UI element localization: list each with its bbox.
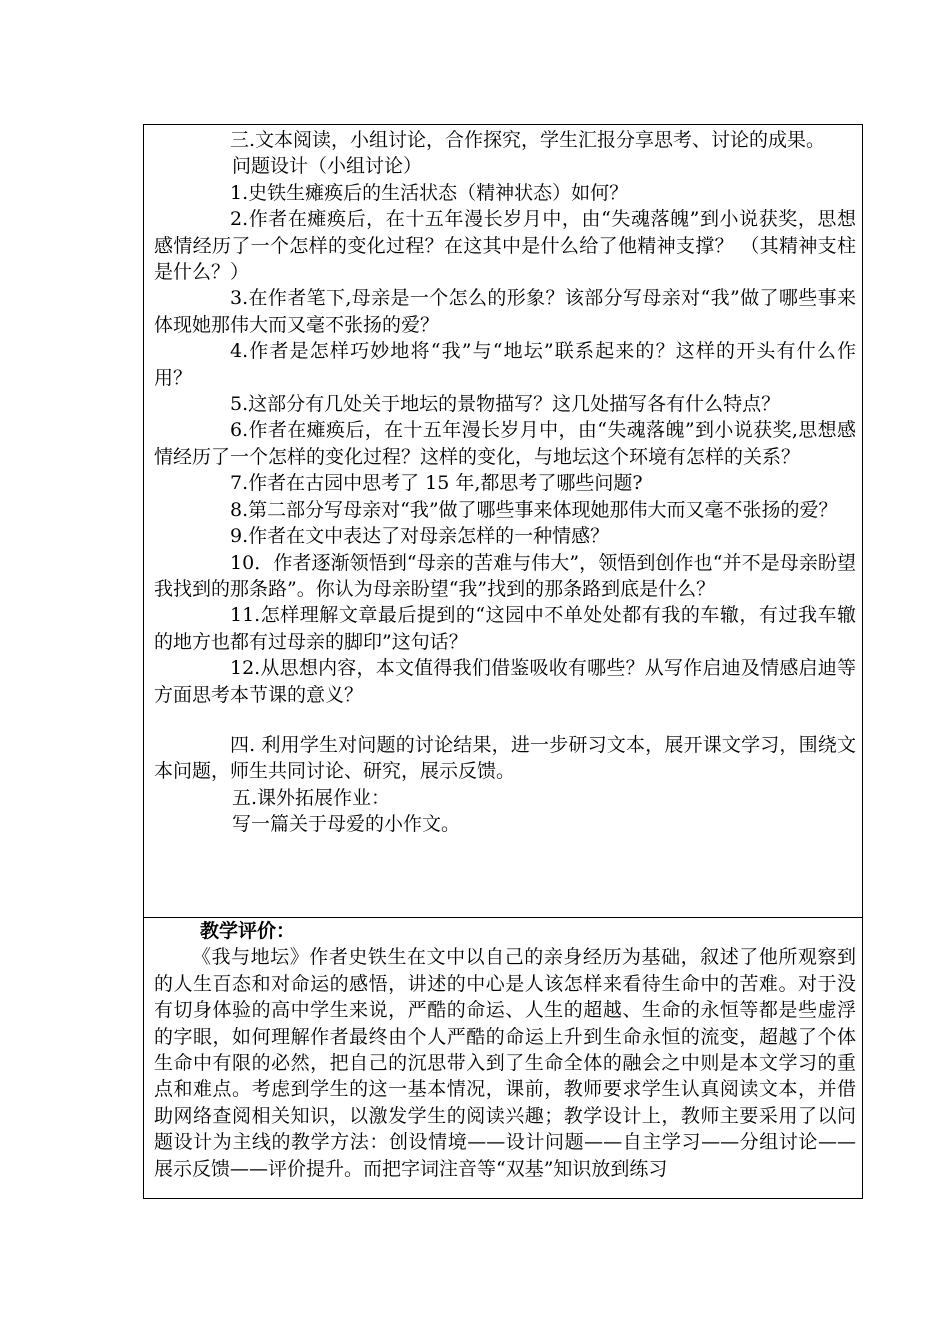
homework-text: 写一篇关于母爱的小作文。 xyxy=(232,813,461,836)
question-10: 10．作者逐渐领悟到“母亲的苦难与伟大”，领悟到创作也“并不是母亲盼望我找到的那条路”。你认为母亲盼望“我”找到的那条路到底是什么？ xyxy=(154,551,856,600)
question-9: 9.作者在文中表达了对母亲怎样的一种情感？ xyxy=(230,525,610,548)
section-5-heading: 五.课外拓展作业： xyxy=(232,786,391,809)
question-12: 12.从思想内容，本文值得我们借鉴吸收有哪些？从写作启迪及情感启迪等方面思考本节课的意义？ xyxy=(154,657,856,706)
question-7: 7.作者在古园中思考了 15 年,都思考了哪些问题? xyxy=(230,472,643,495)
question-6: 6.作者在瘫痪后，在十五年漫长岁月中，由“失魂落魄”到小说获奖,思想感情经历了一个怎样的变化过程？这样的变化，与地坛这个环境有怎样的关系？ xyxy=(154,419,856,468)
evaluation-row xyxy=(144,918,863,1199)
question-heading: 问题设计（小组讨论） xyxy=(232,155,423,178)
question-2: 2.作者在瘫痪后，在十五年漫长岁月中，由“失魂落魄”到小说获奖，思想感情经历了一个怎样的变化过程？在这其中是什么给了他精神支撑？ （其精神支柱是什么？） xyxy=(154,208,856,284)
evaluation-body: 《我与地坛》作者史铁生在文中以自己的亲身经历为基础，叙述了他所观察到的人生百态和对命运的感悟，讲述的中心是人该怎样来看待生命中的苦难。对于没有切身体验的高中学生来说，严酷的命运、人生的超越、生命的永恒等都是些虚浮的字眼，如何理解作者最终由个人严酷的命运上升到生命永恒的流变，超越了个体生命中有限的必然，把自己的沉思带入到了生命全体的融会之中则是本文学习的重点和难点。考虑到学生的这一基本情况，课前，教师要求学生认真阅读文本，并借助网络查阅相关知识，以激发学生的阅读兴趣；教学设计上，教师主要采用了以问题设计为主线的教学方法：创设情境——设计问题——自主学习——分组讨论——展示反馈——评价提升。而把字词注音等“双基”知识放到练习 xyxy=(154,946,856,1180)
teaching-process-cell xyxy=(144,125,863,918)
question-5: 5.这部分有几处关于地坛的景物描写？这几处描写各有什么特点？ xyxy=(230,393,781,416)
teaching-process-row xyxy=(144,125,863,918)
question-3: 3.在作者笔下,母亲是一个怎么的形象？该部分写母亲对“我”做了哪些事来体现她那伟大而又毫不张扬的爱？ xyxy=(154,287,856,336)
question-8: 8.第二部分写母亲对“我”做了哪些事来体现她那伟大而又毫不张扬的爱？ xyxy=(230,498,838,521)
evaluation-title: 教学评价： xyxy=(200,920,296,942)
lesson-plan-table xyxy=(143,124,863,1199)
section-3-text: 三.文本阅读，小组讨论，合作探究，学生汇报分享思考、讨论的成果。 xyxy=(230,129,826,151)
question-4: 4.作者是怎样巧妙地将“我”与“地坛”联系起来的？这样的开头有什么作用？ xyxy=(154,340,856,389)
question-1: 1.史铁生瘫痪后的生活状态（精神状态）如何？ xyxy=(230,181,629,204)
section-4-text: 四. 利用学生对问题的讨论结果，进一步研习文本，展开课文学习，围绕文本问题，师生共同讨论、研究，展示反馈。 xyxy=(154,733,856,783)
question-11: 11.怎样理解文章最后提到的“这园中不单处处都有我的车辙，有过我车辙的地方也都有过母亲的脚印”这句话？ xyxy=(154,604,856,653)
evaluation-cell xyxy=(144,918,863,1199)
